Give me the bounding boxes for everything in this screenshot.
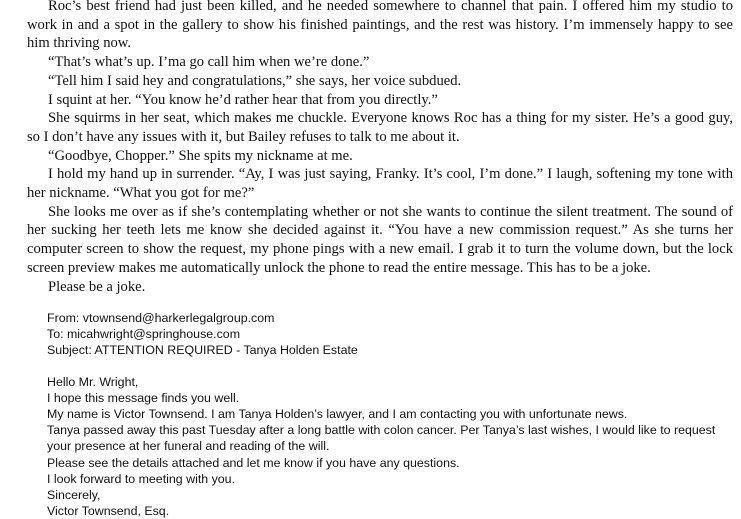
email-message: [47, 310, 727, 519]
narrative-paragraph: “Tell him I said hey and congratulations,” she says, her voice subdued.: [48, 72, 462, 89]
email-line: Tanya passed away this past Tuesday after a long battle with colon cancer. Per Tanya’s last wishes, I would like to request your presence at her funeral and reading of the will.: [47, 423, 716, 454]
email-line: Please see the details attached and let me know if you have any questions.: [47, 455, 460, 470]
email-line: I look forward to meeting with you.: [47, 471, 236, 486]
narrative-text: [27, 0, 733, 296]
narrative-paragraph: “Goodbye, Chopper.” She spits my nickname at me.: [48, 147, 353, 164]
narrative-paragraph: Roc’s best friend had just been killed, and he needed somewhere to channel that pain. I offered him my studio to work in and a spot in the gallery to show his finished paintings, and the rest was history. I’m immensely happy to see him thriving now.: [27, 0, 733, 52]
email-to: To: micahwright@springhouse.com: [47, 327, 241, 342]
narrative-paragraph: Please be a joke.: [48, 278, 146, 295]
email-signature: Victor Townsend, Esq.: [47, 504, 170, 519]
email-line: My name is Victor Townsend. I am Tanya Holden’s lawyer, and I am contacting you with unfortunate news.: [47, 407, 628, 422]
email-signoff: Sincerely,: [47, 488, 101, 503]
email-line: I hope this message finds you well.: [47, 390, 240, 405]
email-subject: Subject: ATTENTION REQUIRED - Tanya Holden Estate: [47, 343, 358, 358]
narrative-paragraph: “That’s what’s up. I’ma go call him when we’re done.”: [48, 54, 370, 71]
email-headers: [47, 310, 727, 359]
narrative-paragraph: She squirms in her seat, which makes me chuckle. Everyone knows Roc has a thing for my sister. He’s a good guy, so I don’t have any issues with it, but Bailey refuses to talk to me about it.: [27, 110, 733, 145]
email-greeting: Hello Mr. Wright,: [47, 374, 139, 389]
email-body: [47, 374, 727, 519]
narrative-paragraph: She looks me over as if she’s contemplating whether or not she wants to continue the silent treatment. The sound of her sucking her teeth lets me know she decided against it. “You have a new commission request.” As she turns her computer screen to show the request, my phone pings with a new email. I grab it to turn the volume down, but the lock screen preview makes me automatically unlock the phone to read the entire message. This has to be a joke.: [27, 203, 733, 276]
narrative-paragraph: I squint at her. “You know he’d rather hear that from you directly.”: [48, 91, 438, 108]
email-from: From: vtownsend@harkerlegalgroup.com: [47, 311, 275, 325]
narrative-paragraph: I hold my hand up in surrender. “Ay, I was just saying, Franky. It’s cool, I’m done.” I laugh, softening my tone with her nickname. “What you got for me?”: [27, 166, 733, 202]
